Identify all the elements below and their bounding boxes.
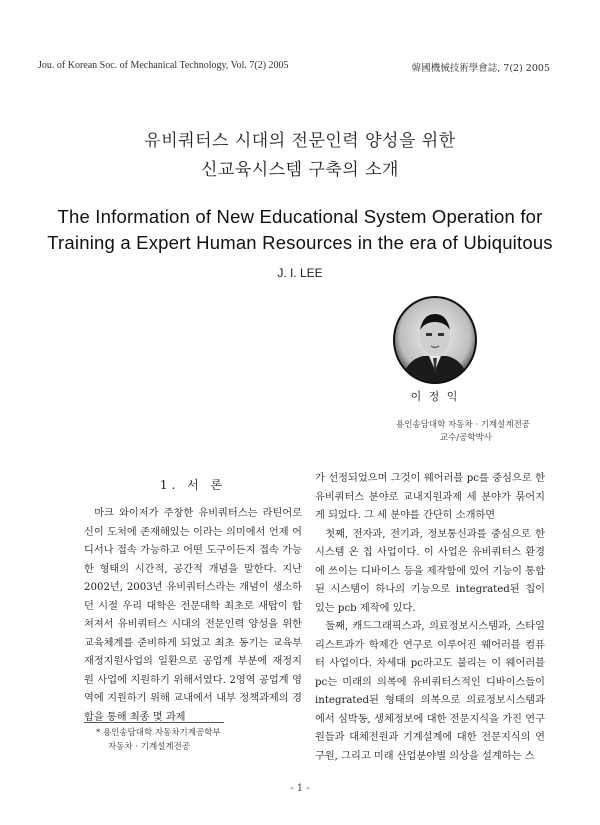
page-number: - 1 -	[290, 783, 310, 794]
korean-title-line-1: 유비쿼터스 시대의 전문인력 양성을 위한	[144, 131, 456, 151]
author-name: J. I. LEE	[277, 266, 323, 280]
right-paragraph-3: 둘째, 캐드그래픽스과, 의료정보시스템과, 스타일리스트과가 학제간 연구로 이루어진 웨어러블 컴퓨터 사업이다. 차세대 pc라고도 불리는 이 웨어러블 pc는 미래의 의복에 유비쿼터스적인 디바이스들이 integrated된 형태의 의복으로 의료정보시스템과에서 심박동, 생체정보에 대한 전문지식을 가진 연구원들과 대체전원과 기계설계에 대한 전문지식의 연구원, 그리고 미래 산업분야별 의상을 설계하는 스	[315, 621, 545, 762]
english-title-line-2: Training a Expert Human Resources in the era of Ubiquitous	[47, 232, 553, 253]
author-korean-name: 이 정 익	[410, 390, 460, 403]
affiliation-line-1: 용인송담대학 자동차 · 기계설계전공	[396, 420, 530, 430]
footnote-line-2: 자동차 · 기계설계전공	[108, 742, 191, 752]
right-paragraph-1: 가 선정되었으며 그것이 웨어러블 pc를 중심으로 한 유비쿼터스 분야로 교내지원과제 세 분야가 묶어지게 되었다. 그 세 분야를 간단히 소개하면	[315, 473, 545, 521]
author-photo	[393, 296, 477, 384]
section-heading: 1. 서 론	[159, 478, 227, 492]
footnote-divider	[84, 722, 224, 723]
journal-header-hanja: 韓國機械技術學會誌, 7(2) 2005	[411, 63, 550, 74]
korean-title-line-2: 신교육시스템 구축의 소개	[201, 160, 399, 180]
left-paragraph: 마크 와이저가 주창한 유비쿼터스는 라틴어로 신이 도처에 존재해있는 이라는 의미에서 언제 어디서나 접속 가능하고 어떤 도구이든지 접속 가능한 형태의 시간적, 공간적 개념을 말한다. 지난 2002년, 2003년 유비쿼터스라는 개념이 생소하던 시절 우리 대학은 전문대학 최초로 새탑이 합쳐져서 유비쿼터스 시대의 전문인력 양성을 위한 교육체계를 준비하게 되었고 최초 동기는 교육부 재정지원사업의 일환으로 공업계 부분에 재정지원 사업에 지원하기 위해서였다. 2영역 공업계 영역에 지원하기 위해 교내에서 내부 정책과제의 경합을 통해 최종 몇 과제	[84, 508, 302, 723]
affiliation-line-2: 교수/공학박사	[439, 433, 492, 443]
right-column	[315, 470, 545, 766]
right-paragraph-2: 첫째, 전자과, 전기과, 정보통신과를 중심으로 한 시스템 온 칩 사업이다. 이 사업은 유비쿼터스 환경에 쓰이는 디바이스 등을 제작함에 있어 기능이 통합된 시스템이 하나의 기능으로 integrated된 칩이 있는 pcb 제작에 있다.	[315, 528, 545, 614]
english-title-line-1: The Information of New Educational System Operation for	[57, 206, 543, 227]
footnote-line-1: * 용인송담대학 자동차기계공학부	[96, 728, 221, 738]
journal-header-english: Jou. of Korean Soc. of Mechanical Technology, Vol. 7(2) 2005	[38, 60, 289, 71]
left-column	[84, 505, 302, 727]
